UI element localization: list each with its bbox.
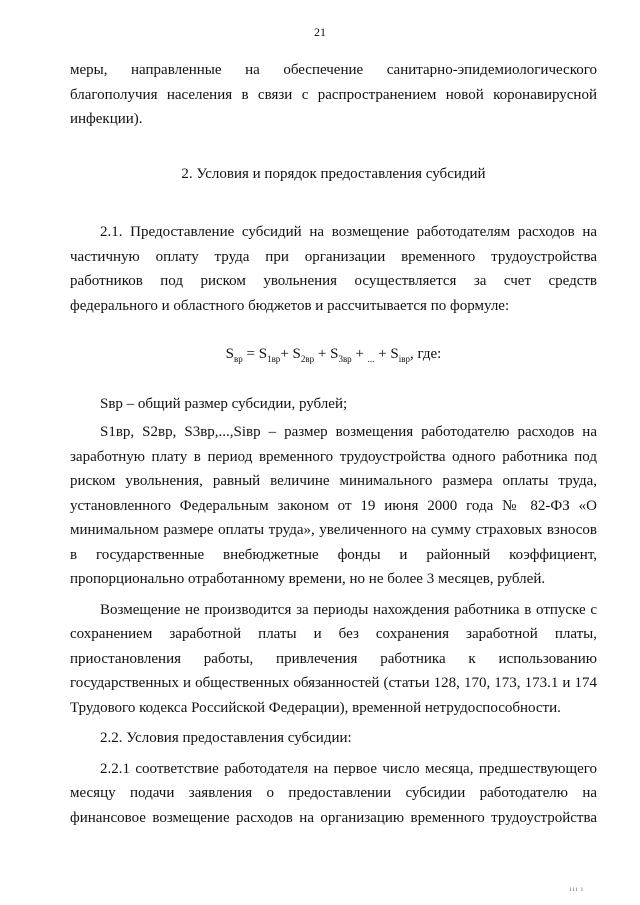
definition-line: риском увольнения, равный величине минимального размера оплаты труда, bbox=[70, 473, 597, 489]
para2-line: Трудового кодекса Российской Федерации), временной нетрудоспособности. bbox=[70, 699, 561, 716]
para2-line: приостановления работы, привлечения работника к использованию bbox=[70, 650, 597, 667]
footer-marks: ııı ı bbox=[569, 885, 584, 893]
para0-line: меры, направленные на обеспечение санитарно-эпидемиологического bbox=[70, 62, 597, 78]
para1-line: работников под риском увольнения осуществляется за счет средств bbox=[70, 273, 597, 289]
para1-line: 2.1. Предоставление субсидий на возмещение работодателям расходов на bbox=[100, 224, 597, 240]
document-body bbox=[70, 58, 597, 830]
definition-line: минимальном размере оплаты труда», увеличенного на сумму страховых взносов bbox=[70, 522, 597, 538]
para4-line: финансовое возмещение расходов на организацию временного трудоустройства bbox=[70, 809, 597, 826]
para3-conditions: 2.2. Условия предоставления субсидии: bbox=[100, 730, 352, 746]
formula: $S_{вр} = S_{1вр}+ S_{2вр} + S_{3вр} + _{...} + S_{iвр}$, где: bbox=[225, 346, 442, 364]
para1-line: федерального и областного бюджетов и рассчитывается по формуле: bbox=[70, 297, 510, 314]
definition-total: Sвр – общий размер субсидии, рублей; bbox=[100, 395, 348, 412]
para4-line: 2.2.1 соответствие работодателя на первое число месяца, предшествующего bbox=[100, 760, 597, 777]
para0-line: инфекции). bbox=[70, 111, 143, 127]
para1-line: частичную оплату труда при организации временного трудоустройства bbox=[70, 248, 597, 265]
section-heading: 2. Условия и порядок предоставления субсидий bbox=[181, 165, 486, 182]
definition-line: заработную плату в период временного трудоустройства одного работника под bbox=[70, 448, 597, 465]
definition-line: установленного Федеральным законом от 19 июня 2000 года № 82-ФЗ «О bbox=[70, 497, 597, 514]
definition-line: пропорционально отработанному времени, но не более 3 месяцев, рублей. bbox=[70, 571, 546, 587]
page-number: 21 bbox=[314, 25, 326, 39]
definition-line: S1вр, S2вр, S3вр,...,Siвр – размер возмещения работодателю расходов на bbox=[100, 424, 597, 440]
para0-line: благополучия населения в связи с распространением новой коронавирусной bbox=[70, 86, 597, 103]
para2-line: сохранением заработной платы и без сохранения заработной платы, bbox=[70, 626, 597, 642]
para2-line: Возмещение не производится за периоды нахождения работника в отпуске с bbox=[100, 601, 597, 618]
definition-line: в государственные внебюджетные фонды и районный коэффициент, bbox=[70, 546, 597, 563]
para2-line: государственных и общественных обязанностей (статьи 128, 170, 173, 173.1 и 174 bbox=[70, 675, 597, 691]
para4-line: месяцу подачи заявления о предоставлении субсидии работодателю на bbox=[70, 785, 597, 801]
